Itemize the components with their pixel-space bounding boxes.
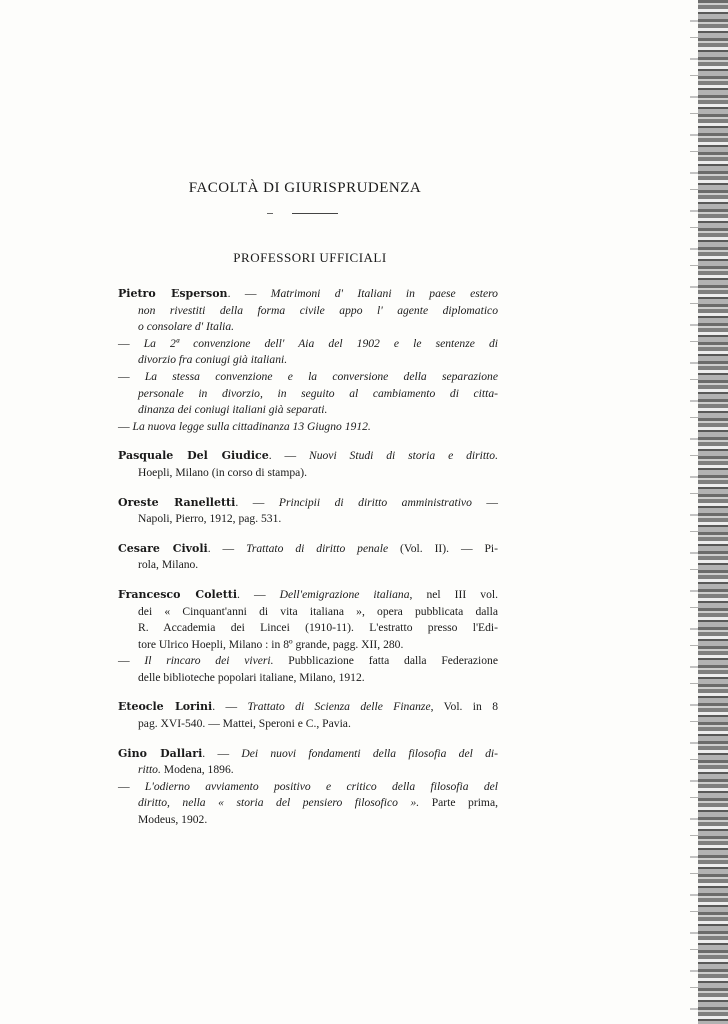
- entry-line: [118, 670, 498, 687]
- citation-text: delle biblioteche popolari italiane, Milano, 1912.: [138, 670, 365, 684]
- entry-line: [118, 448, 498, 465]
- entry-line: [118, 779, 498, 796]
- citation-text: —: [471, 495, 498, 509]
- citation-text: . —: [227, 287, 271, 300]
- entry-line: [118, 637, 498, 654]
- citation-text: Napoli, Pierro, 1912, pag. 531.: [138, 512, 282, 526]
- author-name: Cesare Civoli: [118, 541, 208, 555]
- work-title: Nuovi Studi di storia e diritto.: [308, 449, 498, 463]
- work-title: Matrimoni d' Italiani in paese estero: [270, 287, 498, 300]
- entry-line: [118, 604, 498, 621]
- title-rule-dash: [267, 213, 273, 214]
- citation-text: Modeus, 1902.: [138, 813, 208, 827]
- citation-text: Hoepli, Milano (in corso di stampa).: [138, 465, 308, 479]
- author-name: Pasquale Del Giudice: [118, 449, 269, 463]
- professor-entry: [118, 699, 498, 732]
- citation-text: . —: [235, 495, 279, 509]
- author-name: Eteocle Lorini: [118, 700, 213, 714]
- citation-text: , nel III vol.: [409, 587, 498, 601]
- entry-line: [118, 587, 498, 604]
- citation-text: . —: [268, 449, 309, 463]
- work-title: La stessa convenzione e la conversione della separazione: [144, 369, 498, 383]
- work-title: Trattato di Scienza delle Finanze: [247, 700, 431, 714]
- citation-text: dei « Cinquant'anni di vita italiana », opera pubblicata dalla: [138, 604, 498, 618]
- citation-text: —: [118, 654, 145, 668]
- work-title: non rivestiti della forma civile appo l' agente diplomatico: [138, 303, 498, 317]
- entry-line: [118, 762, 498, 779]
- work-title: o consolare d' Italia.: [138, 320, 235, 334]
- professor-entry: [118, 746, 498, 829]
- entry-line: [118, 541, 498, 558]
- entry-line: [118, 336, 498, 353]
- citation-text: . —: [202, 746, 242, 760]
- page-title: FACOLTÀ DI GIURISPRUDENZA: [188, 180, 422, 196]
- entry-line: [118, 699, 498, 716]
- citation-text: (Vol. II). — Pi-: [388, 541, 499, 555]
- scan-edge-noise: [690, 0, 698, 1024]
- work-title: personale in divorzio, in seguito al cambiamento di citta-: [138, 386, 498, 400]
- entry-line: [118, 386, 498, 403]
- citation-text: rola, Milano.: [138, 558, 199, 572]
- entry-line: [118, 465, 498, 482]
- entry-line: [118, 620, 498, 637]
- author-name: Francesco Coletti: [118, 587, 238, 601]
- work-title: Principii di diritto amministrativo: [278, 495, 472, 509]
- entry-line: [118, 812, 498, 829]
- entry-line: [118, 557, 498, 574]
- citation-text: R. Accademia dei Lincei (1910-11). L'estratto presso l'Edi-: [138, 621, 498, 635]
- professor-entry: [118, 448, 498, 481]
- citation-text: . —: [207, 541, 247, 555]
- citation-text: Parte prima,: [419, 796, 498, 810]
- citation-text: pag. XVI-540. — Mattei, Speroni e C., Pavia.: [138, 717, 351, 731]
- entry-line: [118, 303, 498, 320]
- work-title: Il rincaro dei viveri.: [144, 654, 274, 668]
- professor-entry: [118, 495, 498, 528]
- work-title: diritto, nella « storia del pensiero filosofico ».: [138, 796, 420, 810]
- author-name: Oreste Ranelletti: [118, 495, 236, 509]
- entry-line: [118, 352, 498, 369]
- entry-line: [118, 419, 498, 436]
- work-title: La 2ª convenzione dell' Aia del 1902 e le sentenze di: [143, 336, 498, 350]
- entry-line: [118, 795, 498, 812]
- entry-line: [118, 286, 498, 303]
- work-title: divorzio fra coniugi già italiani.: [138, 353, 288, 367]
- author-name: Gino Dallari: [118, 746, 203, 760]
- entry-line: [118, 653, 498, 670]
- entry-line: [118, 746, 498, 763]
- citation-text: , Vol. in 8: [430, 700, 498, 714]
- work-title: dinanza dei coniugi italiani già separati.: [138, 403, 328, 417]
- entry-line: [118, 369, 498, 386]
- work-title: Dei nuovi fondamenti della filosofia del di-: [241, 746, 498, 760]
- work-title: Dell'emigrazione italiana: [279, 587, 410, 601]
- citation-text: tore Ulrico Hoepli, Milano : in 8º grande, pagg. XII, 280.: [138, 637, 404, 651]
- professor-list: [118, 286, 498, 842]
- title-rule: [292, 213, 338, 214]
- entry-line: [118, 319, 498, 336]
- professor-entry: [118, 541, 498, 574]
- citation-text: . —: [237, 587, 280, 601]
- citation-text: . —: [212, 700, 248, 714]
- work-title: Trattato di diritto penale: [246, 541, 389, 555]
- scan-edge-shadow: [698, 0, 728, 1024]
- entry-line: [118, 402, 498, 419]
- work-title: ritto.: [138, 763, 161, 777]
- citation-text: —: [118, 336, 144, 350]
- section-heading: PROFESSORI UFFICIALI: [233, 250, 387, 265]
- citation-text: —: [118, 369, 145, 383]
- work-title: L'odierno avviamento positivo e critico della filosofia del: [144, 779, 498, 793]
- entry-line: [118, 716, 498, 733]
- professor-entry: [118, 587, 498, 687]
- citation-text: Pubblicazione fatta dalla Federazione: [273, 654, 498, 668]
- work-title: La nuova legge sulla cittadinanza 13 Giugno 1912.: [132, 419, 371, 433]
- entry-line: [118, 511, 498, 528]
- citation-text: Modena, 1896.: [160, 763, 234, 777]
- author-name: Pietro Esperson: [118, 287, 228, 300]
- professor-entry: [118, 286, 498, 435]
- citation-text: —: [118, 779, 145, 793]
- entry-line: [118, 495, 498, 512]
- citation-text: —: [118, 419, 133, 433]
